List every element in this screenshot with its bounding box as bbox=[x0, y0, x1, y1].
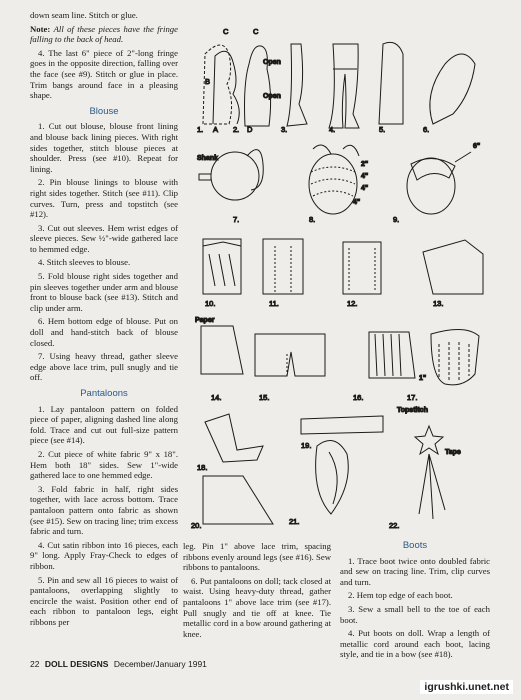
label-n3: 3. bbox=[281, 125, 288, 134]
watermark: igrushki.unet.net bbox=[420, 680, 513, 694]
right-text-column bbox=[340, 541, 490, 663]
label-n6: 6. bbox=[423, 125, 430, 134]
boots-step: 1. Trace boot twice onto doubled fabric and sew on tracing line. Trim, clip curves and turn. bbox=[340, 555, 490, 587]
blouse-step: 7. Using heavy thread, gather sleeve edge above lace trim, pull snugly and tie off. bbox=[30, 351, 178, 383]
label-shank: Shank bbox=[197, 155, 219, 162]
figure-8-head-fringe bbox=[309, 145, 359, 214]
label-topstitch: Topstitch bbox=[397, 407, 428, 414]
label-n1: 1. bbox=[197, 125, 204, 134]
figure-20-hat-pattern bbox=[203, 476, 273, 524]
illustration-panel bbox=[183, 14, 503, 537]
left-text-column bbox=[30, 10, 178, 630]
label-n15: 15. bbox=[259, 393, 270, 402]
figure-10-blouse bbox=[203, 239, 241, 294]
note-label: Note: bbox=[30, 23, 51, 34]
figure-13-sleeves bbox=[423, 240, 483, 294]
label-n2: 2. bbox=[233, 125, 240, 134]
figure-15-pantaloon-trace bbox=[255, 334, 325, 376]
blouse-step: 1. Cut out blouse, blouse front lining and blouse back lining pieces. With right sides together, stitch blouse pieces at shoulder. Press (see #10). Repeat for lining. bbox=[30, 121, 178, 174]
label-a: A bbox=[213, 125, 219, 134]
pantaloons-step: 3. Fold fabric in half, right sides together, with lace across bottom. Trace pantaloon pattern onto fabric as shown (see #15). Sew on tracing line; trim excess fabric and turn. bbox=[30, 483, 178, 537]
label-paper: Paper bbox=[195, 317, 215, 324]
figure-9-bangs bbox=[407, 152, 471, 214]
pantaloons-step-6: 6. Put pantaloons on doll; tack closed at waist. Using heavy-duty thread, gather pantaloons 1" above lace trim (see #17). Pull snugly and tie off at knee. Tie metallic cord in a bow around gathering at knee. bbox=[183, 575, 331, 639]
figure-2-body-pattern bbox=[245, 46, 271, 126]
fringe-step-4: 4. The last 6" piece of 2"-long fringe goes in the opposite direction, falling over the face (see #9). Stitch or glue in place. Trim bangs around face in a pleasing shape. bbox=[30, 47, 178, 101]
label-n22: 22. bbox=[389, 521, 400, 530]
figure-4-legs bbox=[329, 44, 359, 128]
blouse-step: 3. Cut out sleeves. Hem wrist edges of sleeve pieces. Sew ½"-wide gathered lace to hemmed edge. bbox=[30, 222, 178, 254]
label-6in: 6" bbox=[473, 143, 481, 150]
label-n13: 13. bbox=[433, 299, 444, 308]
blouse-step: 6. Hem bottom edge of blouse. Put on doll and hand-stitch back of blouse closed. bbox=[30, 316, 178, 348]
label-open-2: Open bbox=[263, 93, 281, 100]
middle-text-column bbox=[183, 541, 331, 642]
label-c1: C bbox=[223, 27, 229, 36]
label-n21: 21. bbox=[289, 517, 300, 526]
blouse-step: 2. Pin blouse linings to blouse with right sides together. Stitch (see #11). Clip curves. Turn, press and topstitch (see #12). bbox=[30, 177, 178, 220]
figure-6-head bbox=[430, 54, 475, 124]
figure-17-gathered-pantaloons bbox=[431, 329, 479, 384]
label-n18: 18. bbox=[197, 463, 208, 472]
label-n14: 14. bbox=[211, 393, 222, 402]
figure-16-ribbons bbox=[369, 332, 415, 378]
boots-step: 3. Sew a small bell to the toe of each boot. bbox=[340, 603, 490, 625]
label-4in-3: 4" bbox=[353, 199, 361, 206]
boots-heading: Boots bbox=[402, 540, 428, 551]
note-text: All of these pieces have the fringe falling to the back of head. bbox=[30, 23, 178, 45]
pantaloons-heading: Pantaloons bbox=[80, 388, 128, 399]
figure-14-pantaloon-pattern bbox=[201, 326, 243, 374]
pantaloons-continued: leg. Pin 1" above lace trim, spacing ribbons evenly around legs (see #16). Sew ribbons to pantaloons. bbox=[183, 541, 331, 573]
figure-3-leg bbox=[287, 44, 307, 126]
label-d: D bbox=[247, 125, 253, 134]
label-n12: 12. bbox=[347, 299, 358, 308]
figure-22-star-wand bbox=[415, 426, 445, 519]
label-n20: 20. bbox=[191, 521, 202, 530]
label-b: B bbox=[205, 77, 211, 86]
label-tape: Tape bbox=[445, 449, 461, 456]
pattern-diagrams bbox=[183, 14, 503, 537]
label-n19: 19. bbox=[301, 441, 312, 450]
figure-12-blouse-topstitch bbox=[343, 242, 381, 294]
figure-5-body bbox=[379, 42, 403, 124]
boots-step: 4. Put boots on doll. Wrap a length of metallic cord around each boot, lacing style, and tie in a bow (see #18). bbox=[340, 628, 490, 660]
pantaloons-step: 1. Lay pantaloon pattern on folded piece of paper, aligning dashed line along fold. Trace and cut out full-size pattern piece (see #14). bbox=[30, 403, 178, 446]
label-n16: 16. bbox=[353, 393, 364, 402]
figure-19-band bbox=[301, 416, 383, 434]
blouse-step: 5. Fold blouse right sides together and pin sleeves together under arm and blouse front to blouse back (see #13). Stitch and clip under arm. bbox=[30, 271, 178, 313]
intro-line: down seam line. Stitch or glue. bbox=[30, 10, 138, 20]
label-n8: 8. bbox=[309, 215, 316, 224]
blouse-step: 4. Stitch sleeves to blouse. bbox=[38, 257, 131, 268]
magazine-name: DOLL DESIGNS bbox=[44, 659, 109, 669]
label-n7: 7. bbox=[233, 215, 240, 224]
label-n10: 10. bbox=[205, 299, 216, 308]
label-1in: 1" bbox=[419, 375, 427, 382]
pantaloons-step: 5. Pin and sew all 16 pieces to waist of pantaloons, overlapping slightly to encircle the waist. Position other end of each ribbon to pantaloon legs, eight ribbons per bbox=[30, 574, 178, 627]
label-4in-2: 4" bbox=[361, 185, 369, 192]
label-n17: 17. bbox=[407, 393, 418, 402]
page-number: 22 bbox=[30, 659, 40, 669]
page-footer bbox=[30, 659, 207, 669]
label-n4: 4. bbox=[329, 125, 336, 134]
label-n11: 11. bbox=[269, 299, 279, 308]
figure-18-boot bbox=[205, 414, 263, 462]
label-c2: C bbox=[253, 27, 259, 36]
pantaloons-step: 4. Cut satin ribbon into 16 pieces, each 9" long. Apply Fray-Check to edges of ribbon. bbox=[30, 539, 178, 571]
pantaloons-step: 2. Cut piece of white fabric 9" x 18". Hem both 18" sides. Sew 1"-wide gathered lace to one hemmed edge. bbox=[30, 448, 178, 481]
issue-date: December/January 1991 bbox=[113, 659, 207, 669]
label-4in-1: 4" bbox=[361, 173, 369, 180]
label-n9: 9. bbox=[393, 215, 400, 224]
note-paragraph bbox=[30, 24, 178, 45]
label-2in: 2" bbox=[361, 161, 369, 168]
label-open-1: Open bbox=[263, 59, 281, 66]
label-n5: 5. bbox=[379, 125, 386, 134]
boots-step: 2. Hem top edge of each boot. bbox=[348, 590, 453, 601]
figure-11-blouse-lining bbox=[263, 239, 303, 294]
blouse-heading: Blouse bbox=[89, 105, 119, 117]
figure-21-hat bbox=[316, 441, 349, 514]
